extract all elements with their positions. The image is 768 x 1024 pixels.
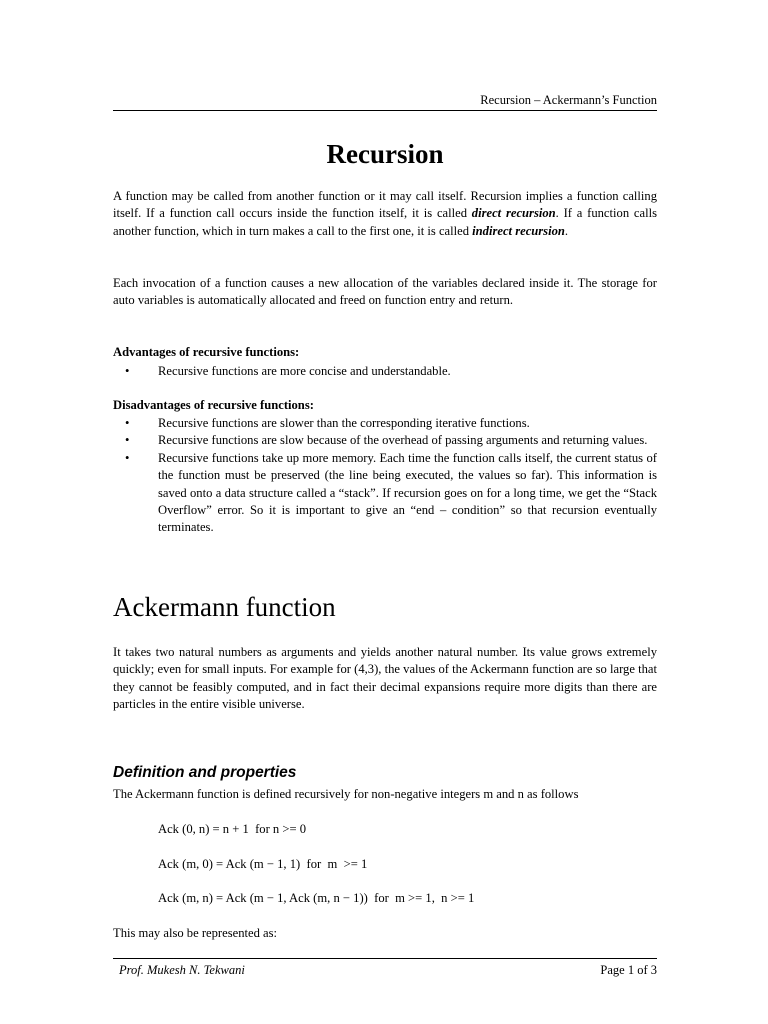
list-item	[113, 363, 657, 380]
ackermann-paragraph: It takes two natural numbers as arguments and yields another natural number. Its value grows extremely quickly; even for small inputs. For example for (4,3), the values of the Ackermann function are so large that they cannot be feasibly computed, and in fact their decimal expansions require more digits than there are particles in the entire visible universe.	[113, 645, 657, 712]
bullet-icon: •	[125, 416, 130, 430]
allocation-paragraph: Each invocation of a function causes a new allocation of the variables declared inside it. The storage for auto variables is automatically allocated and freed on function entry and return.	[113, 276, 657, 308]
bullet-icon: •	[125, 433, 130, 448]
list-item	[113, 450, 657, 537]
running-header	[113, 92, 657, 111]
list-item-text: Recursive functions are slower than the corresponding iterative functions.	[158, 416, 530, 430]
disadvantages-heading: Disadvantages of recursive functions:	[113, 398, 314, 412]
ackermann-heading: Ackermann function	[113, 592, 336, 622]
bullet-icon: •	[125, 364, 130, 378]
intro-text-2: . If a function calls another function, which in turn makes a call to the first one, it is called	[113, 206, 657, 238]
closing-paragraph: This may also be represented as:	[113, 926, 278, 940]
page-title: Recursion	[326, 139, 444, 169]
footer-author: Prof. Mukesh N. Tekwani	[119, 963, 245, 977]
advantages-list	[113, 363, 657, 380]
intro-text-3: .	[564, 223, 569, 238]
disadvantages-list	[113, 415, 657, 537]
intro-paragraph	[113, 188, 657, 240]
term-direct-recursion: direct recursion	[471, 206, 556, 221]
intro-text-1: A function may be called from another function or it may call itself. Recursion implies a function calling itself. If a function call occurs inside the function itself, it is called	[113, 189, 657, 221]
formula-line: Ack (m, n) = Ack (m − 1, Ack (m, n − 1)) for m >= 1, n >= 1	[158, 891, 475, 905]
bullet-icon: •	[125, 450, 130, 465]
formula-line: Ack (0, n) = n + 1 for n >= 0	[158, 822, 307, 836]
list-item-text: Recursive functions are slow because of the overhead of passing arguments and returning values.	[158, 433, 648, 448]
list-item-text: Recursive functions are more concise and understandable.	[158, 364, 451, 378]
list-item	[113, 415, 657, 432]
footer-page-number: Page 1 of 3	[600, 963, 657, 977]
term-indirect-recursion: indirect recursion	[472, 223, 565, 238]
list-item	[113, 432, 657, 449]
running-title: Recursion – Ackermann’s Function	[480, 93, 657, 107]
formula-line: Ack (m, 0) = Ack (m − 1, 1) for m >= 1	[158, 857, 368, 871]
definition-heading: Definition and properties	[113, 764, 297, 781]
page-footer	[113, 958, 657, 977]
definition-paragraph: The Ackermann function is defined recursively for non-negative integers m and n as follows	[113, 787, 579, 801]
list-item-text: Recursive functions take up more memory. Each time the function calls itself, the current status of the function must be preserved (the line being executed, the values so far). This information is saved onto a data structure called a “stack”. If recursion goes on for a long time, we get the “Stack Overflow” error. So it is important to give an “end – condition” so that recursion eventually terminates.	[158, 450, 657, 535]
advantages-heading: Advantages of recursive functions:	[113, 345, 300, 359]
